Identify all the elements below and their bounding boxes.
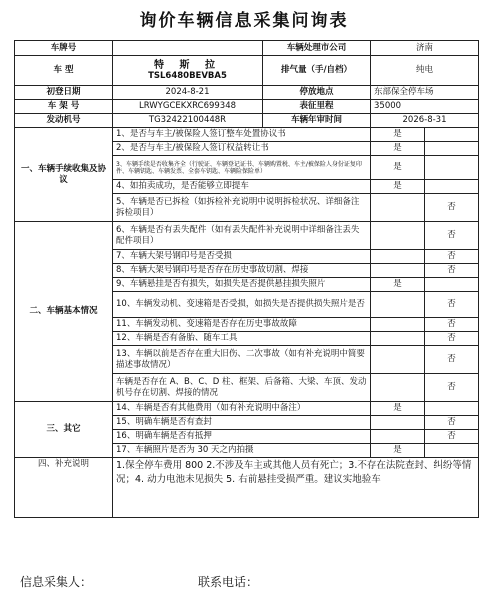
item-no: 否 — [425, 374, 479, 402]
item-yes — [371, 222, 425, 250]
item-text: 5、车辆是否已拆检（如拆检补充说明中说明拆检状况、详细备注拆检项目） — [113, 194, 371, 222]
frame-value: LRWYGCEKXRC699348 — [113, 100, 263, 114]
item-yes — [371, 416, 425, 430]
item-text: 15、明确车辆是否有查封 — [113, 416, 371, 430]
item-text: 9、车辆悬挂是否有损失，如损失是否提供悬挂损失照片 — [113, 278, 371, 292]
displacement-label: 排气量（手/自档） — [263, 56, 371, 86]
item-text: 1、是否与车主/被保险人签订整车处置协议书 — [113, 128, 371, 142]
item-no: 否 — [425, 318, 479, 332]
phone-label: 联系电话： — [198, 575, 259, 589]
item-no — [425, 402, 479, 416]
item-yes — [371, 318, 425, 332]
plate-label: 车牌号 — [15, 41, 113, 56]
item-no — [425, 278, 479, 292]
item-no: 否 — [425, 292, 479, 318]
inquiry-table — [14, 40, 479, 518]
item-no: 否 — [425, 250, 479, 264]
item-no: 否 — [425, 346, 479, 374]
item-no: 否 — [425, 430, 479, 444]
section-3-label: 三、其它 — [15, 402, 113, 458]
reg-date-value: 2024-8-21 — [113, 86, 263, 100]
item-text: 10、车辆发动机、变速箱是否受损，如损失是否提供损失照片是否 — [113, 292, 371, 318]
section-1-label: 一、车辆手续收集及协议 — [15, 128, 113, 222]
item-yes: 是 — [371, 142, 425, 156]
plate-value — [113, 41, 263, 56]
item-yes — [371, 264, 425, 278]
model-value — [113, 56, 263, 86]
item-yes: 是 — [371, 180, 425, 194]
item-yes: 是 — [371, 278, 425, 292]
item-text: 6、车辆是否有丢失配件（如有丢失配件补充说明中详细备注丢失配件项目） — [113, 222, 371, 250]
model-code: TSL6480BEVBA5 — [148, 70, 227, 81]
section-2-label: 二、车辆基本情况 — [15, 222, 113, 402]
item-no: 否 — [425, 194, 479, 222]
item-text: 14、车辆是否有其他费用（如有补充说明中备注） — [113, 402, 371, 416]
item-text: 3、车辆手续是否收集齐全（行驶证、车辆登记证书、车辆购置税、车主/被保险人身份证复印件、车辆钥匙、车辆发票、全套车钥匙、车辆险保险单） — [113, 156, 371, 180]
item-no — [425, 180, 479, 194]
company-label: 车辆处理市公司 — [263, 41, 371, 56]
item-text: 8、车辆大架号钢印号是否存在历史事故切割、焊接 — [113, 264, 371, 278]
item-text: 16、明确车辆是否有抵押 — [113, 430, 371, 444]
item-no — [425, 128, 479, 142]
mileage-value: 35000 — [371, 100, 479, 114]
section-4-label: 四、补充说明 — [15, 458, 113, 518]
item-text: 13、车辆以前是否存在重大旧伤、二次事故（如有补充说明中简要描述事故情况） — [113, 346, 371, 374]
inspection-value: 2026-8-31 — [371, 114, 479, 128]
item-no — [425, 156, 479, 180]
inspection-label: 车辆年审时间 — [263, 114, 371, 128]
item-yes — [371, 346, 425, 374]
item-yes — [371, 374, 425, 402]
item-text: 4、如拍卖成功，是否能够立即提车 — [113, 180, 371, 194]
item-text: 2、是否与车主/被保险人签订权益转让书 — [113, 142, 371, 156]
company-value: 济南 — [371, 41, 479, 56]
item-no: 否 — [425, 264, 479, 278]
supplement-text: 1.保全停车费用 800 2.不涉及车主或其他人员有死亡；3.不存在法院查封、纠纷等情况；4. 动力电池未见损失 5. 右前悬挂受损严重。建议实地验车 — [113, 458, 479, 518]
item-yes — [371, 250, 425, 264]
item-yes — [371, 292, 425, 318]
item-text: 11、车辆发动机、变速箱是否存在历史事故故障 — [113, 318, 371, 332]
item-yes — [371, 332, 425, 346]
item-no — [425, 142, 479, 156]
item-yes — [371, 194, 425, 222]
item-text: 7、车辆大架号钢印号是否受损 — [113, 250, 371, 264]
item-no: 否 — [425, 332, 479, 346]
displacement-value: 纯电 — [371, 56, 479, 86]
item-no: 否 — [425, 222, 479, 250]
item-yes: 是 — [371, 128, 425, 142]
park-label: 停放地点 — [263, 86, 371, 100]
item-yes: 是 — [371, 444, 425, 458]
engine-value: TG32422100448R — [113, 114, 263, 128]
form-title: 询价车辆信息采集问询表 — [139, 11, 349, 31]
reg-date-label: 初登日期 — [15, 86, 113, 100]
item-text: 17、车辆照片是否为 30 天之内拍摄 — [113, 444, 371, 458]
item-yes: 是 — [371, 402, 425, 416]
frame-label: 车 架 号 — [15, 100, 113, 114]
item-no: 否 — [425, 416, 479, 430]
item-no — [425, 444, 479, 458]
item-text: 车辆是否存在 A、B、C、D 柱、框架、后备箱、大梁、车顶、发动机号存在切割、焊接的情况 — [113, 374, 371, 402]
engine-label: 发动机号 — [15, 114, 113, 128]
collector-label: 信息采集人： — [20, 575, 93, 589]
mileage-label: 表征里程 — [263, 100, 371, 114]
item-yes: 是 — [371, 156, 425, 180]
model-label: 车 型 — [15, 56, 113, 86]
item-text: 12、车辆是否有备胎、随车工具 — [113, 332, 371, 346]
model-brand: 特 斯 拉 — [154, 59, 221, 71]
park-value: 东部保全停车场 — [371, 86, 479, 100]
item-yes — [371, 430, 425, 444]
